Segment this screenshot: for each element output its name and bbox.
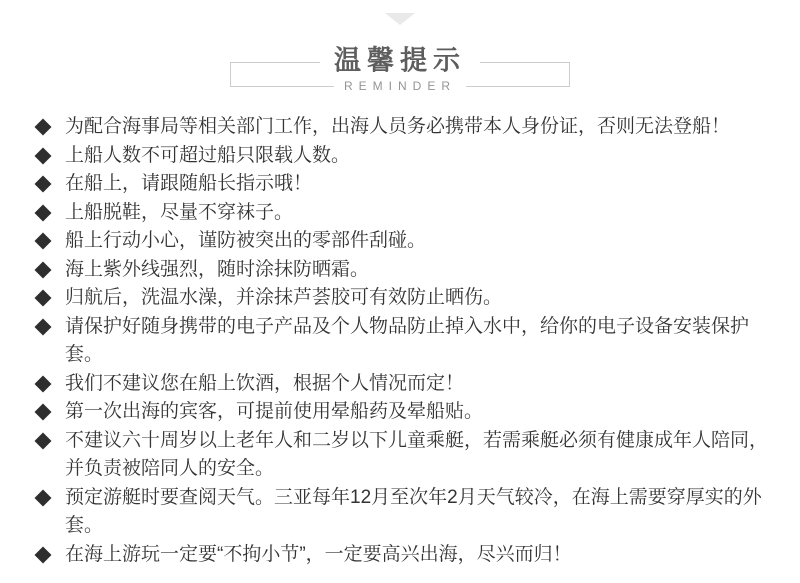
- diamond-bullet-icon: [35, 432, 52, 449]
- bullet-column: [35, 199, 65, 219]
- bullet-column: [35, 541, 65, 561]
- tip-item: [35, 199, 769, 228]
- tip-item: [35, 427, 769, 484]
- diamond-bullet-icon: [35, 261, 52, 278]
- bullet-column: [35, 170, 65, 190]
- tip-text: 预定游艇时要查阅天气。三亚每年12月至次年2月天气较冷，在海上需要穿厚实的外套。: [65, 486, 762, 536]
- diamond-bullet-icon: [35, 546, 52, 563]
- tip-item: [35, 370, 769, 399]
- tip-text: 第一次出海的宾客，可提前使用晕船药及晕船贴。: [65, 401, 484, 422]
- tip-text: 我们不建议您在船上饮酒，根据个人情况而定！: [65, 372, 465, 394]
- tips-list: [35, 113, 769, 569]
- tip-text: 不建议六十周岁以上老年人和二岁以下儿童乘艇，若需乘艇必须有健康成年人陪同，并负责被陪同人的安全。: [65, 429, 769, 479]
- diamond-bullet-icon: [35, 404, 52, 421]
- tip-item: [35, 170, 769, 199]
- tip-text: 上船人数不可超过船只限载人数。: [65, 144, 351, 166]
- tip-text: 船上行动小心，谨防被突出的零部件刮碰。: [65, 230, 427, 251]
- diamond-bullet-icon: [35, 290, 52, 307]
- reminder-header: [0, 13, 800, 93]
- triangle-down-icon: [385, 13, 415, 25]
- tip-item: [35, 284, 769, 313]
- bullet-column: [35, 398, 65, 418]
- diamond-bullet-icon: [35, 147, 52, 164]
- bullet-column: [35, 313, 65, 333]
- tip-item: [35, 142, 769, 171]
- page-title: 温馨提示: [320, 47, 480, 77]
- diamond-bullet-icon: [35, 176, 52, 193]
- bullet-column: [35, 484, 65, 504]
- diamond-bullet-icon: [35, 489, 52, 506]
- tip-item: [35, 484, 769, 541]
- tip-text: 在海上游玩一定要“不拘小节”，一定要高兴出海，尽兴而归！: [65, 543, 572, 565]
- bullet-column: [35, 370, 65, 390]
- tip-item: [35, 541, 769, 570]
- tip-item: [35, 113, 769, 142]
- tip-item: [35, 256, 769, 285]
- bullet-column: [35, 113, 65, 133]
- bullet-column: [35, 284, 65, 304]
- tip-text: 海上紫外线强烈，随时涂抹防晒霜。: [65, 258, 370, 280]
- tip-text: 在船上，请跟随船长指示哦！: [65, 173, 313, 194]
- tip-text: 上船脱鞋，尽量不穿袜子。: [65, 201, 294, 223]
- tip-item: [35, 227, 769, 256]
- diamond-bullet-icon: [35, 204, 52, 221]
- diamond-bullet-icon: [35, 233, 52, 250]
- bullet-column: [35, 142, 65, 162]
- diamond-bullet-icon: [35, 119, 52, 136]
- tip-text: 请保护好随身携带的电子产品及个人物品防止掉入水中，给你的电子设备安装保护套。: [65, 315, 750, 365]
- bullet-column: [35, 227, 65, 247]
- tip-item: [35, 398, 769, 427]
- tip-text: 为配合海事局等相关部门工作，出海人员务必携带本人身份证，否则无法登船！: [65, 116, 731, 137]
- bullet-column: [35, 427, 65, 447]
- bullet-column: [35, 256, 65, 276]
- tip-item: [35, 313, 769, 370]
- tip-text: 归航后，洗温水澡，并涂抹芦荟胶可有效防止晒伤。: [65, 287, 503, 308]
- diamond-bullet-icon: [35, 375, 52, 392]
- title-box: [230, 45, 570, 93]
- page-subtitle: REMINDER: [334, 79, 466, 93]
- diamond-bullet-icon: [35, 318, 52, 335]
